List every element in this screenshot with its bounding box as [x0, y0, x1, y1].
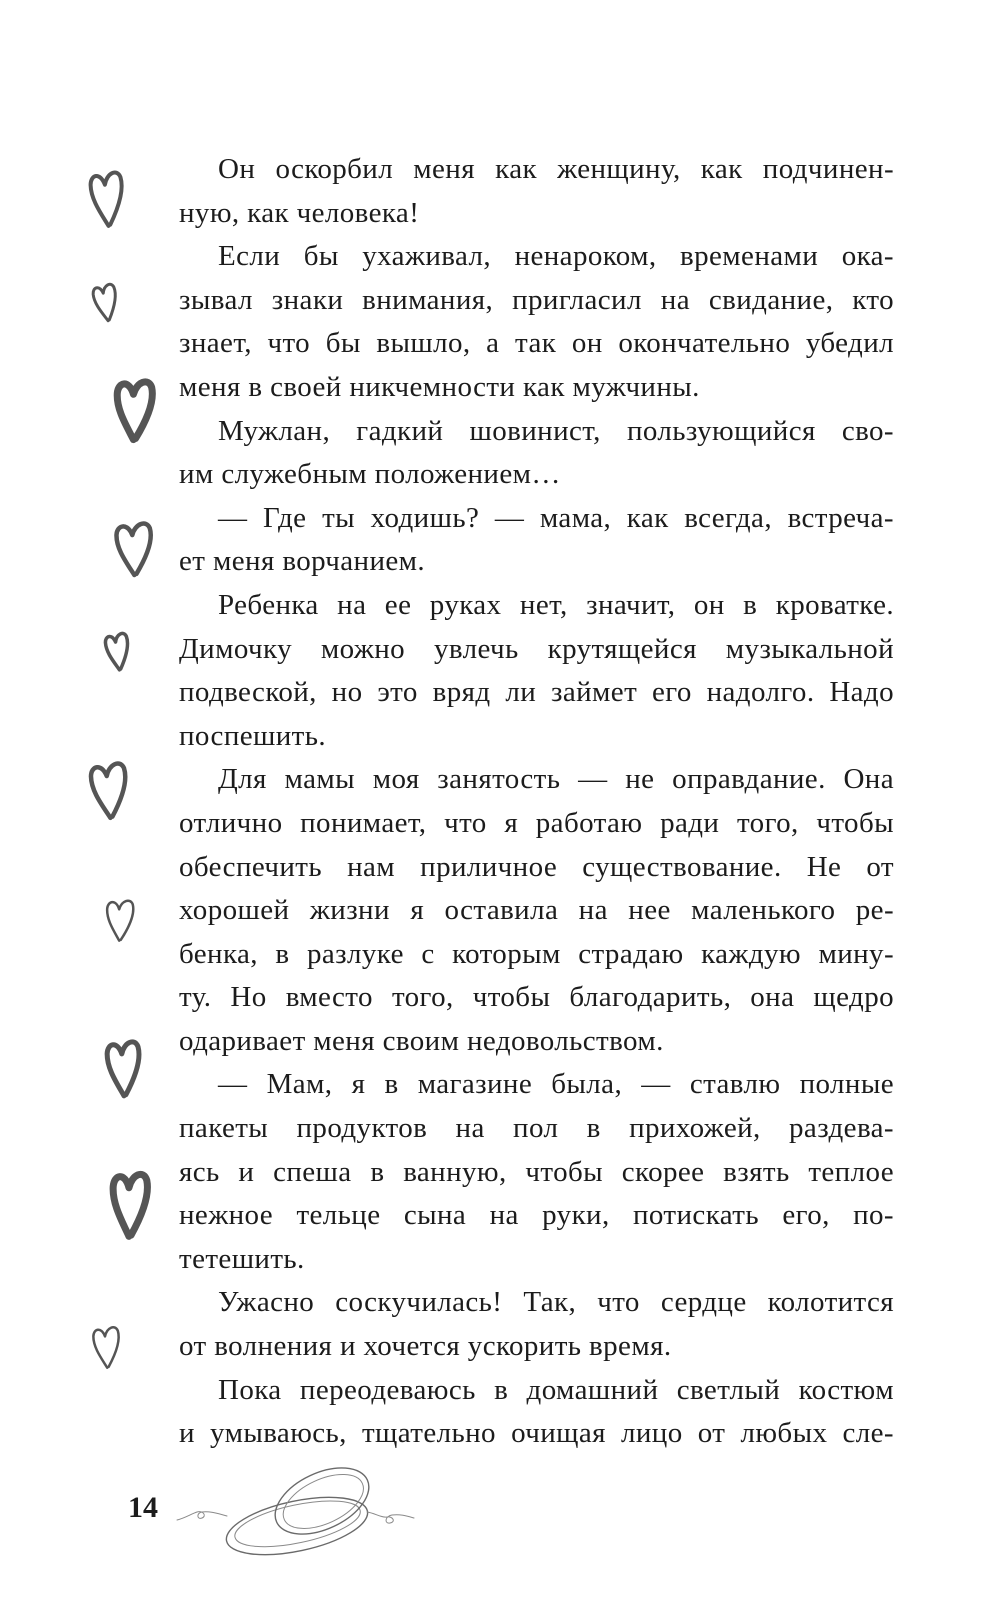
paragraph [179, 497, 894, 584]
text-line: нежное тельце сына на руки, потискать его, по- [179, 1199, 894, 1232]
paragraph [179, 235, 894, 409]
heart-icon [85, 165, 128, 230]
heart-icon [89, 1322, 123, 1371]
text-line: Пока переодеваюсь в домашний светлый костюм [218, 1373, 894, 1406]
text-line: — Мам, я в магазине была, — ставлю полные [218, 1068, 894, 1101]
text-line: знает, что бы вышло, а так он окончательно убедил [179, 327, 894, 360]
text-line: Ужасно соскучилась! Так, что сердце колотится [218, 1286, 894, 1319]
text-line: Димочку можно увлечь крутящейся музыкальной [179, 632, 894, 665]
paragraph [179, 1369, 894, 1456]
text-line: обеспечить нам приличное существование. Не от [179, 850, 894, 883]
heart-icon [102, 1035, 144, 1100]
paragraph [179, 758, 894, 1063]
page-number: 14 [128, 1491, 158, 1524]
text-line: хорошей жизни я оставила на нее маленького ре- [179, 894, 894, 927]
text-line: одаривает меня своим недовольством. [179, 1024, 664, 1057]
paragraph [179, 148, 894, 235]
text-line: Ребенка на ее руках нет, значит, он в кроватке. [218, 588, 894, 621]
wedding-rings-icon [175, 1460, 415, 1560]
body-text [179, 148, 894, 1456]
heart-icon [111, 517, 156, 579]
heart-icon [113, 375, 156, 443]
text-line: ную, как человека! [179, 196, 420, 229]
paragraph [179, 1281, 894, 1368]
text-line: им служебным положением… [179, 458, 561, 491]
text-line: ясь и спеша в ванную, чтобы скорее взять теплое [179, 1155, 894, 1188]
text-line: от волнения и хочется ускорить время. [179, 1330, 672, 1363]
text-line: ет меня ворчанием. [179, 545, 426, 578]
text-line: ту. Но вместо того, чтобы благодарить, она щедро [179, 981, 894, 1014]
text-line: поспешить. [179, 719, 327, 752]
text-line: Если бы ухаживал, ненароком, временами ока- [218, 240, 894, 273]
text-line: подвеской, но это вряд ли займет его надолго. Надо [179, 676, 894, 709]
text-line: отлично понимает, что я работаю ради того, чтобы [179, 806, 894, 839]
heart-icon [101, 628, 134, 673]
paragraph [179, 584, 894, 758]
paragraph [179, 410, 894, 497]
text-line: пакеты продуктов на пол в прихожей, раздева- [179, 1112, 894, 1145]
text-line: тетешить. [179, 1242, 305, 1275]
text-line: меня в своей никчемности как мужчины. [179, 370, 700, 403]
text-line: и умываюсь, тщательно очищая лицо от любых сле- [179, 1417, 894, 1450]
text-line: бенка, в разлуке с которым страдаю каждую мину- [179, 937, 894, 970]
heart-icon [89, 279, 123, 325]
heart-icon [104, 896, 136, 943]
text-line: — Где ты ходишь? — мама, как всегда, встреча- [218, 501, 894, 534]
paragraph [179, 1063, 894, 1281]
text-line: Для мамы моя занятость — не оправдание. Она [218, 763, 894, 796]
text-line: Он оскорбил меня как женщину, как подчинен- [218, 153, 894, 185]
heart-icon [85, 756, 132, 822]
heart-icon [109, 1167, 151, 1240]
text-line: зывал знаки внимания, пригласил на свидание, кто [179, 283, 894, 316]
text-line: Мужлан, гадкий шовинист, пользующийся сво- [218, 414, 894, 447]
